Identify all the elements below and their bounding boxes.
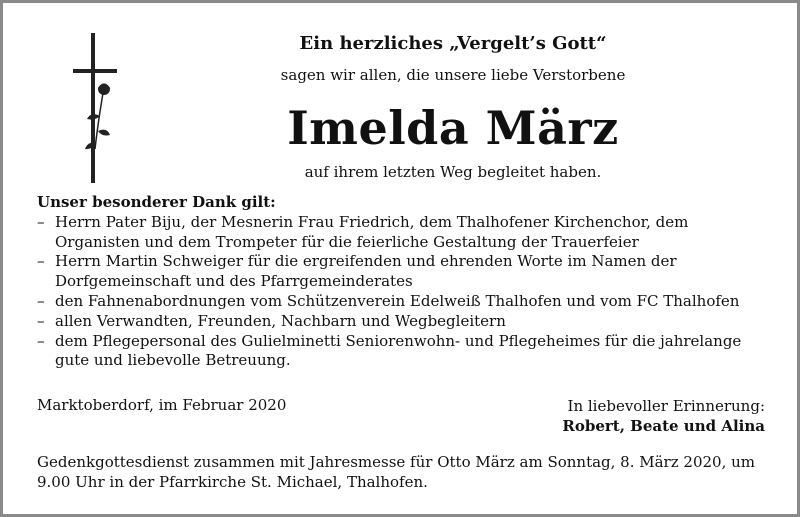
- cross-with-rose-icon: [63, 31, 123, 191]
- dash-marker: –: [37, 291, 45, 310]
- deceased-name: Imelda März: [287, 101, 619, 155]
- thanks-title: Unser besonderer Dank gilt:: [37, 193, 276, 211]
- place-date: Marktoberdorf, im Februar 2020: [37, 396, 287, 414]
- family-names: Robert, Beate und Alina: [562, 417, 765, 435]
- dash-marker: –: [37, 252, 45, 271]
- thanks-item: – Herrn Pater Biju, der Mesnerin Frau Friedrich, dem Thalhofener Kirchenchor, dem Organisten und dem Trompeter für die feierliche Gestaltung der Trauerfeier: [37, 212, 689, 251]
- intro-line: sagen wir allen, die unsere liebe Verstorbene: [280, 66, 626, 84]
- thanks-item: – den Fahnenabordnungen vom Schützenverein Edelweiß Thalhofen und vom FC Thalhofen: [37, 291, 740, 310]
- thanks-item: – Herrn Martin Schweiger für die ergreifenden und ehrenden Worte im Namen der Dorfgemeinschaft und des Pfarrgemeinderates: [37, 252, 677, 291]
- dash-marker: –: [37, 212, 45, 231]
- thanks-headline: Ein herzliches „Vergelt’s Gott“: [299, 33, 607, 54]
- thanks-section: [37, 193, 777, 371]
- accompanied-line: auf ihrem letzten Weg begleitet haben.: [304, 163, 602, 181]
- remembrance-label: In liebevoller Erinnerung:: [567, 397, 765, 415]
- thanks-item: – dem Pflegepersonal des Gulielminetti Seniorenwohn- und Pflegeheimes für die jahrelange gute und liebevolle Betreuung.: [37, 331, 742, 370]
- dash-marker: –: [37, 331, 45, 350]
- thanks-item: – allen Verwandten, Freunden, Nachbarn und Wegbegleitern: [37, 311, 506, 330]
- memorial-service-notice: Gedenkgottesdienst zusammen mit Jahresmesse für Otto März am Sonntag, 8. März 2020, um 9.00 Uhr in der Pfarrkirche St. Michael, Thalhofen.: [37, 453, 755, 491]
- signature-block: [562, 396, 765, 436]
- dash-marker: –: [37, 311, 45, 330]
